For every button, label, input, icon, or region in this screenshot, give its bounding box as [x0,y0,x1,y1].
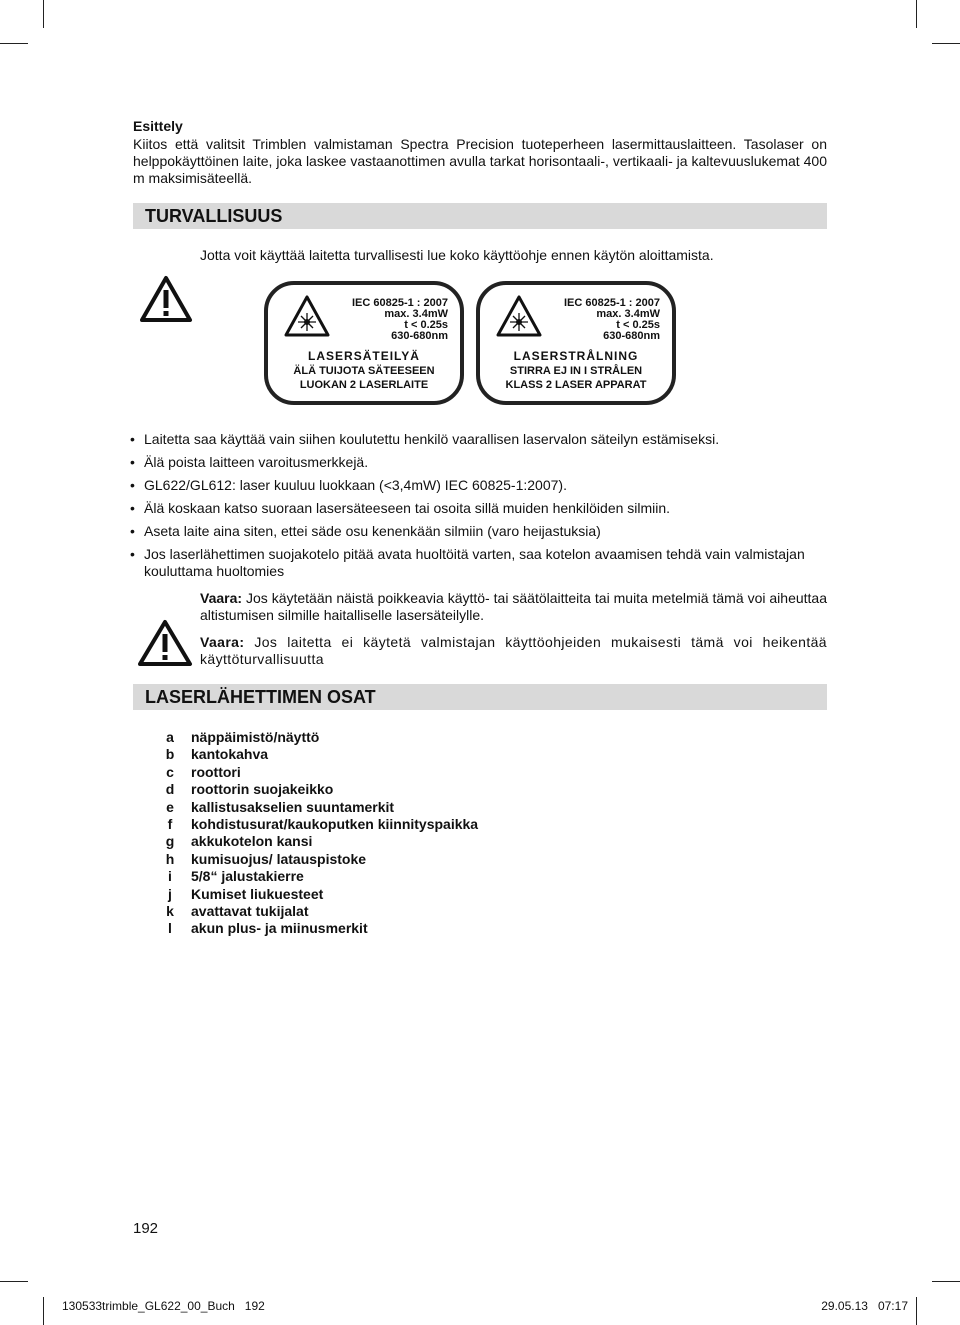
crop-mark [43,1297,44,1325]
list-item: • Jos laserlähettimen suojakotelo pitää avata huoltöitä varten, saa kotelon avaamisen tehdä vain valmistajan kouluttama huoltomies [130,546,830,580]
part-label: 5/8“ jalustakierre [191,868,304,885]
list-item: • Laitetta saa käyttää vain siihen koulutettu henkilö vaarallisen laservalon säteilyn estämiseksi. [130,431,830,448]
part-label: akkukotelon kansi [191,833,313,850]
label-time: t < 0.25s [404,319,448,331]
warning-2 [200,634,827,668]
list-item: • GL622/GL612: laser kuuluu luokkaan (<3,4mW) IEC 60825-1:2007). [130,477,830,494]
label-line2: LUOKAN 2 LASERLAITE [299,379,429,391]
laser-label-fi [264,281,464,405]
part-key: k [166,902,174,919]
warning-2-text: Jos laitetta ei käytetä valmistajan käyttöohjeiden mukaisesti tämä voi heikentää käyttöturvallisuutta [200,634,827,667]
crop-mark [932,43,960,44]
warning-triangle-icon [137,619,193,667]
safety-bullet-list [130,431,830,586]
part-label: akun plus- ja miinusmerkit [191,920,368,937]
part-label: Kumiset liukuesteet [191,885,324,902]
crop-mark [932,1281,960,1282]
part-label: kumisuojus/ latauspistoke [191,850,367,867]
list-item: • Älä poista laitteen varoitusmerkkejä. [130,454,830,471]
list-item: • Älä koskaan katso suoraan lasersäteeseen tai osoita sillä muiden henkilöiden silmiin. [130,500,830,517]
crop-mark [916,1297,917,1325]
crop-mark [0,43,28,44]
warning-2-label: Vaara: [200,634,245,650]
warning-1-label: Vaara: [200,590,243,606]
intro-title: Esittely [133,118,183,134]
warning-1-text: Jos käytetään näistä poikkeavia käyttö- tai säätölaitteita tai muita metelmiä tämä voi aiheuttaa altistumisen silmille haitalliselle lasersäteilylle. [200,590,827,623]
part-key: l [168,920,172,937]
part-key: j [168,885,172,902]
label-power: max. 3.4mW [596,308,660,320]
laser-label-sv [476,281,676,405]
part-key: c [166,763,174,780]
label-iec: IEC 60825-1 : 2007 [351,297,448,309]
page-number: 192 [133,1220,159,1237]
crop-mark [0,1281,28,1282]
part-label: roottori [191,763,241,780]
warning-1 [200,590,827,624]
part-label: kohdistusurat/kaukoputken kiinnityspaikka [191,815,479,832]
label-line1: STIRRA EJ IN I STRÅLEN [509,365,643,377]
parts-heading-bar [133,684,827,710]
part-key: b [165,746,175,763]
label-specs [564,298,660,342]
part-label: roottorin suojakeikko [191,781,334,798]
label-wavelength: 630-680nm [391,330,448,342]
part-key: h [165,850,175,867]
part-label: kallistusakselien suuntamerkit [191,798,395,815]
part-label: avattavat tukijalat [191,902,309,919]
part-label: näppäimistö/näyttö [191,729,320,745]
label-wavelength: 630-680nm [603,330,660,342]
intro-paragraph: Kiitos että valitsit Trimblen valmistaman Spectra Precision tuoteperheen lasermittauslaitteen. Tasolaser on helppokäyttöinen laite, joka laskee vastaanottimen avulla tarkat horisontaali-, vertikaali- ja kaltevuuslukemat 400 m maksimisäteellä. [133,136,827,186]
list-item: • Aseta laite aina siten, ettei säde osu kenenkään silmiin (varo heijastuksia) [130,523,830,540]
part-key: i [168,868,172,885]
footer-date-time: 29.05.13 07:17 [821,1299,908,1313]
crop-mark [916,0,917,28]
label-specs [352,298,448,342]
label-power: max. 3.4mW [384,308,448,320]
part-key: g [165,833,175,850]
label-time: t < 0.25s [616,319,660,331]
part-key: d [165,781,175,798]
label-iec: IEC 60825-1 : 2007 [563,297,660,309]
footer-file-info: 130533trimble_GL622_00_Buch 192 [62,1299,265,1313]
part-key: f [167,815,173,832]
part-key: e [166,798,174,815]
label-heading: LASERSTRÅLNING [513,349,639,363]
laser-starburst-icon [284,295,330,337]
part-label: kantokahva [191,746,269,763]
warning-triangle-icon [139,275,193,323]
parts-heading: LASERLÄHETTIMEN OSAT [145,687,376,707]
label-line2: KLASS 2 LASER APPARAT [505,379,647,391]
safety-lead: Jotta voit käyttää laitetta turvallisesti lue koko käyttöohje ennen käytön aloittamista. [200,247,714,263]
safety-heading-bar [133,203,827,229]
safety-heading: TURVALLISUUS [145,206,283,226]
laser-starburst-icon [496,295,542,337]
label-line1: ÄLÄ TUIJOTA SÄTEESEEN [293,365,435,377]
part-key: a [166,729,174,745]
label-heading: LASERSÄTEILYÄ [308,349,420,363]
crop-mark [43,0,44,28]
